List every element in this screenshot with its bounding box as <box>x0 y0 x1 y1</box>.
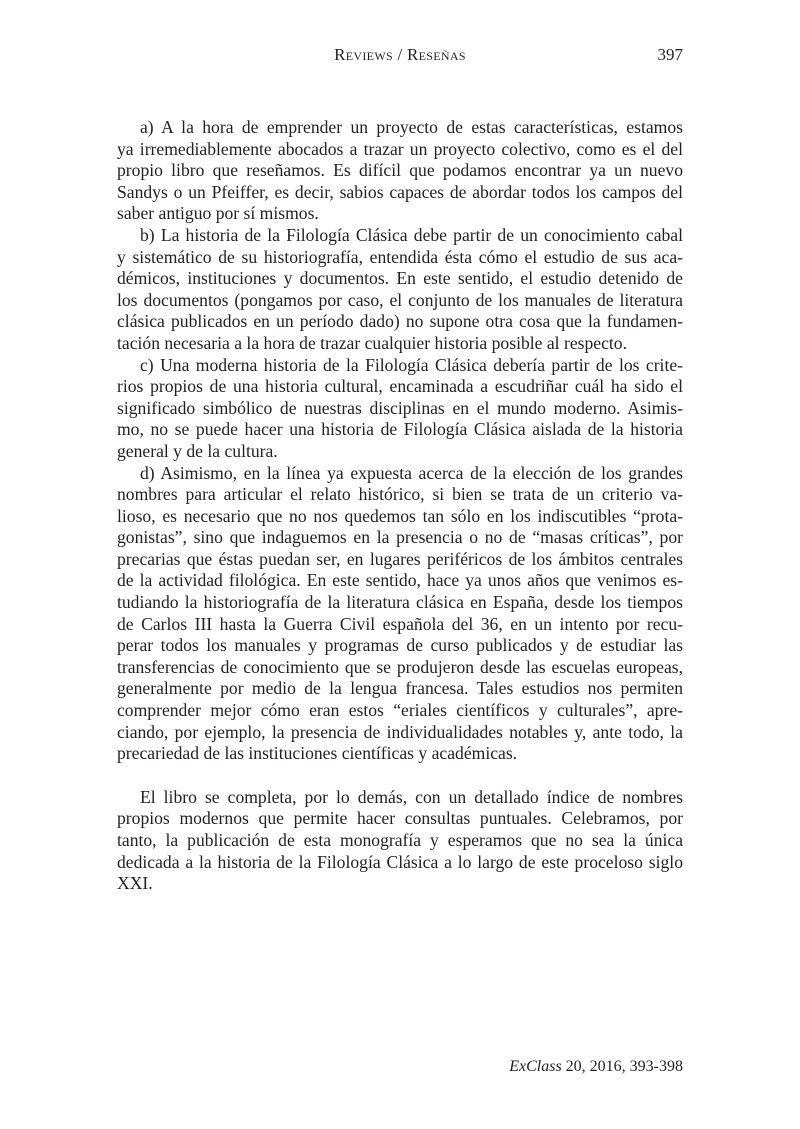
page-number: 397 <box>657 45 683 64</box>
text-line: dedicada a la historia de la Filología Clásica a lo largo de este proceloso siglo <box>117 851 683 872</box>
text-line: tudiando la historiografía de la literatura clásica en España, desde los tiempos <box>117 592 683 613</box>
text-line: démicos, instituciones y documentos. En este sentido, el estudio detenido de <box>117 268 683 289</box>
text-line: saber antiguo por sí mismos. <box>117 203 319 224</box>
text-line: b) La historia de la Filología Clásica debe partir de un conocimiento cabal <box>140 224 683 245</box>
text-line: Sandys o un Pfeiffer, es decir, sabios capaces de abordar todos los campos del <box>117 181 683 202</box>
text-line: rios propios de una historia cultural, encaminada a escudriñar cuál ha sido el <box>117 376 683 397</box>
body-text <box>117 117 683 895</box>
paragraph <box>117 117 683 225</box>
text-line: ya irremediablemente abocados a trazar un proyecto colectivo, como es el del <box>117 138 683 159</box>
text-line: significado simbólico de nuestras disciplinas en el mundo moderno. Asimis- <box>117 397 683 418</box>
text-line: precariedad de las instituciones científicas y académicas. <box>117 743 518 764</box>
text-line: clásica publicados en un período dado) no supone otra cosa que la fundamen- <box>117 311 683 332</box>
paragraph <box>117 225 683 355</box>
text-line: a) A la hora de emprender un proyecto de estas características, estamos <box>140 117 683 137</box>
running-header <box>117 45 683 67</box>
text-line: tanto, la publicación de esta monografía y esperamos que no sea la única <box>117 830 683 850</box>
paragraph <box>117 355 683 463</box>
text-line: transferencias de conocimiento que se produjeron desde las escuelas europeas, <box>117 656 683 677</box>
text-line: de la actividad filológica. En este sentido, hace ya unos años que venimos es- <box>117 570 683 591</box>
text-line: d) Asimismo, en la línea ya expuesta acerca de la elección de los grandes <box>140 462 683 483</box>
paragraph-gap <box>117 765 683 787</box>
text-line: propio libro que reseñamos. Es difícil que podamos encontrar ya un nuevo <box>117 160 683 181</box>
text-line: El libro se completa, por lo demás, con un detallado índice de nombres <box>140 786 683 807</box>
text-line: y sistemático de su historiografía, entendida ésta cómo el estudio de sus aca- <box>117 246 683 267</box>
text-line: nombres para articular el relato histórico, si bien se trata de un criterio va- <box>117 484 683 505</box>
text-line: mo, no se puede hacer una historia de Filología Clásica aislada de la historia <box>117 419 683 440</box>
text-line: general y de la cultura. <box>117 440 278 461</box>
text-line: ciando, por ejemplo, la presencia de individualidades notables y, ante todo, la <box>117 721 683 742</box>
text-line: c) Una moderna historia de la Filología Clásica debería partir de los crite- <box>140 354 683 375</box>
text-line: comprender mejor cómo eran estos “eriales científicos y culturales”, apre- <box>117 700 683 721</box>
text-line: precarias que éstas puedan ser, en lugares periféricos de los ámbitos centrales <box>117 548 683 569</box>
text-line: lioso, es necesario que no nos quedemos tan sólo en los indiscutibles “prota- <box>117 505 683 526</box>
running-title: Reviews / Reseñas <box>334 45 466 64</box>
text-line: los documentos (pongamos por caso, el conjunto de los manuales de literatura <box>117 289 683 310</box>
text-line: propios modernos que permite hacer consultas puntuales. Celebramos, por <box>117 808 683 829</box>
text-line: XXI. <box>117 873 153 894</box>
footer-citation <box>509 1058 683 1076</box>
text-line: de Carlos III hasta la Guerra Civil española del 36, en un intento por recu- <box>117 613 683 634</box>
text-line: tación necesaria a la hora de trazar cualquier historia posible al respecto. <box>117 332 627 353</box>
journal-name: ExClass <box>509 1058 562 1075</box>
text-line: generalmente por medio de la lengua francesa. Tales estudios nos permiten <box>117 678 683 699</box>
citation-details: 20, 2016, 393-398 <box>561 1058 683 1075</box>
text-line: gonistas”, sino que indaguemos en la presencia o no de “masas críticas”, por <box>117 527 683 548</box>
text-line: perar todos los manuales y programas de curso publicados y de estudiar las <box>117 635 683 656</box>
paragraph <box>117 787 683 895</box>
paragraph <box>117 463 683 765</box>
